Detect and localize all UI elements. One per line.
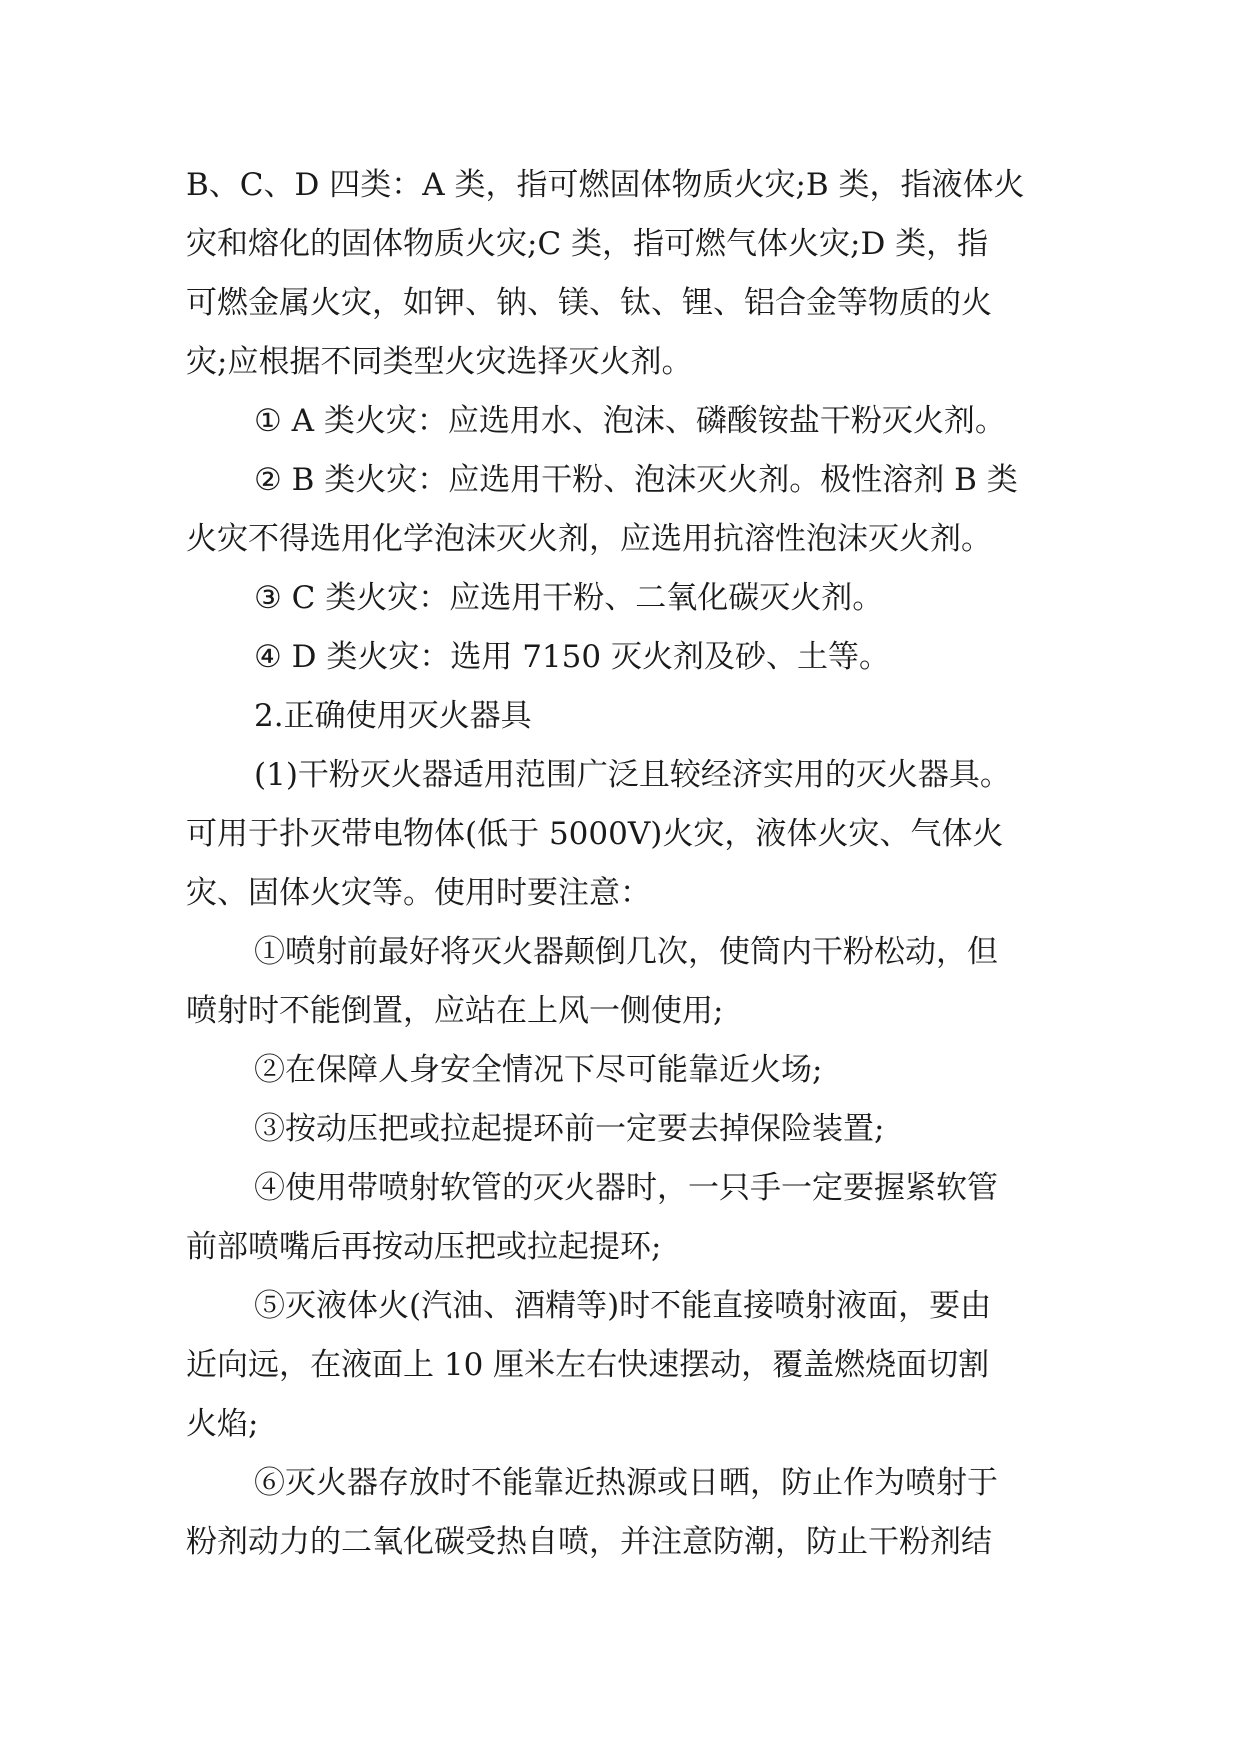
text-line: ① A 类火灾：应选用水、泡沫、磷酸铵盐干粉灭火剂。 [254, 403, 1006, 439]
text-line: ⑤灭液体火(汽油、酒精等)时不能直接喷射液面，要由 [254, 1288, 992, 1324]
text-line: B、C、D 四类：A 类，指可燃固体物质火灾;B 类，指液体火 [186, 167, 1025, 203]
text-line: 喷射时不能倒置，应站在上风一侧使用; [186, 993, 724, 1029]
text-line: 灾;应根据不同类型火灾选择灭火剂。 [186, 344, 693, 380]
text-line: 灾、固体火灾等。使用时要注意： [186, 875, 651, 911]
text-line: 可用于扑灭带电物体(低于 5000V)火灾，液体火灾、气体火 [186, 816, 1004, 852]
section-heading: 2.正确使用灭火器具 [254, 698, 532, 734]
text-line: (1)干粉灭火器适用范围广泛且较经济实用的灭火器具。 [254, 757, 1011, 793]
text-line: ② B 类火灾：应选用干粉、泡沫灭火剂。极性溶剂 B 类 [254, 462, 1018, 498]
text-line: 粉剂动力的二氧化碳受热自喷，并注意防潮，防止干粉剂结 [186, 1524, 992, 1560]
text-line: ②在保障人身安全情况下尽可能靠近火场; [254, 1052, 823, 1088]
text-line: ⑥灭火器存放时不能靠近热源或日晒，防止作为喷射于 [254, 1465, 998, 1501]
text-line: 火灾不得选用化学泡沫灭火剂，应选用抗溶性泡沫灭火剂。 [186, 521, 992, 557]
text-line: 火焰; [186, 1406, 259, 1442]
text-line: ④使用带喷射软管的灭火器时，一只手一定要握紧软管 [254, 1170, 998, 1206]
text-line: 可燃金属火灾，如钾、钠、镁、钛、锂、铝合金等物质的火 [186, 285, 992, 321]
text-line: 前部喷嘴后再按动压把或拉起提环; [186, 1229, 662, 1265]
text-line: 近向远，在液面上 10 厘米左右快速摆动，覆盖燃烧面切割 [186, 1347, 990, 1383]
text-line: ③ C 类火灾：应选用干粉、二氧化碳灭火剂。 [254, 580, 884, 616]
text-line: 灾和熔化的固体物质火灾;C 类，指可燃气体火灾;D 类，指 [186, 226, 989, 262]
text-line: ④ D 类火灾：选用 7150 灭火剂及砂、土等。 [254, 639, 890, 675]
text-line: ①喷射前最好将灭火器颠倒几次，使筒内干粉松动，但 [254, 934, 998, 970]
text-line: ③按动压把或拉起提环前一定要去掉保险装置; [254, 1111, 885, 1147]
